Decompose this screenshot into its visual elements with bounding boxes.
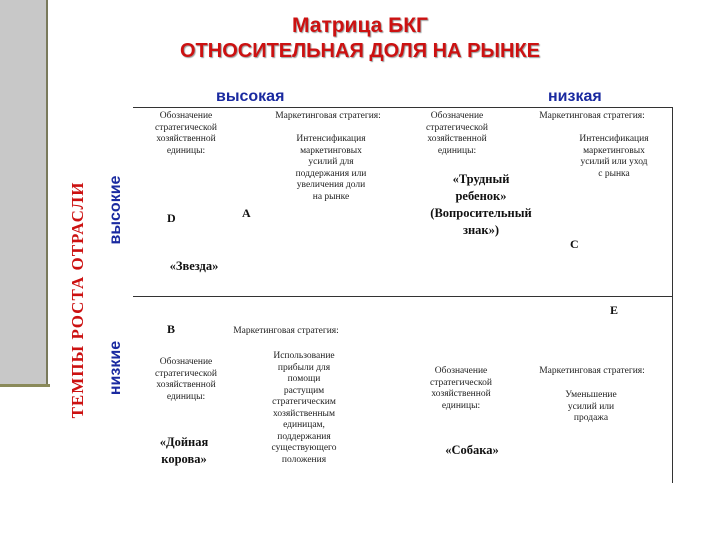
grid-right-line xyxy=(672,107,673,483)
star-letter-d: D xyxy=(167,211,176,225)
decorative-underline xyxy=(0,384,50,387)
slide-title: Матрица БКГ xyxy=(292,14,428,37)
star-strategy-text: Интенсификация маркетинговых усилий для поддержания или увеличения доли на рынке xyxy=(295,134,367,202)
row-header-low: низкие xyxy=(107,340,124,396)
dog-strategy-text: Уменьшение усилий или продажа xyxy=(565,390,617,423)
row-header-high: высокие xyxy=(107,175,124,245)
star-letter-a: A xyxy=(242,206,251,220)
grid-top-line xyxy=(133,107,673,108)
star-strategy-label: Маркетинговая стратегия: xyxy=(275,111,381,121)
dog-name: «Собака» xyxy=(445,443,499,457)
question-strategy-label: Маркетинговая стратегия: xyxy=(539,111,645,121)
cash-cow-strategy-text: Использование прибыли для помощи растущим стратегическим хозяйственным единицам, поддержания существующего положения xyxy=(271,351,337,465)
column-header-low: низкая xyxy=(548,88,602,105)
question-name: «Трудный ребенок» (Вопросительный знак») xyxy=(430,172,532,237)
grid-middle-line xyxy=(133,296,673,297)
cash-cow-strategy-label: Маркетинговая стратегия: xyxy=(233,326,339,336)
dog-letter-e: E xyxy=(610,303,619,317)
row-axis-title: ТЕМПЫ РОСТА ОТРАСЛИ xyxy=(68,181,87,419)
column-header-high: высокая xyxy=(216,88,285,105)
question-strategy-text: Интенсификация маркетинговых усилий или уход с рынка xyxy=(579,134,649,179)
cash-cow-designation-label: Обозначение стратегической хозяйственной единицы: xyxy=(155,357,217,402)
cash-cow-name: «Дойная корова» xyxy=(159,435,209,466)
star-designation-label: Обозначение стратегической хозяйственной единицы: xyxy=(155,111,217,156)
slide-subtitle: ОТНОСИТЕЛЬНАЯ ДОЛЯ НА РЫНКЕ xyxy=(180,40,540,62)
question-letter-c: C xyxy=(570,237,579,251)
cash-cow-letter-b: B xyxy=(167,322,176,336)
dog-strategy-label: Маркетинговая стратегия: xyxy=(539,366,645,376)
question-designation-label: Обозначение стратегической хозяйственной единицы: xyxy=(426,111,488,156)
star-name: «Звезда» xyxy=(169,259,219,273)
dog-designation-label: Обозначение стратегической хозяйственной единицы: xyxy=(430,366,492,411)
